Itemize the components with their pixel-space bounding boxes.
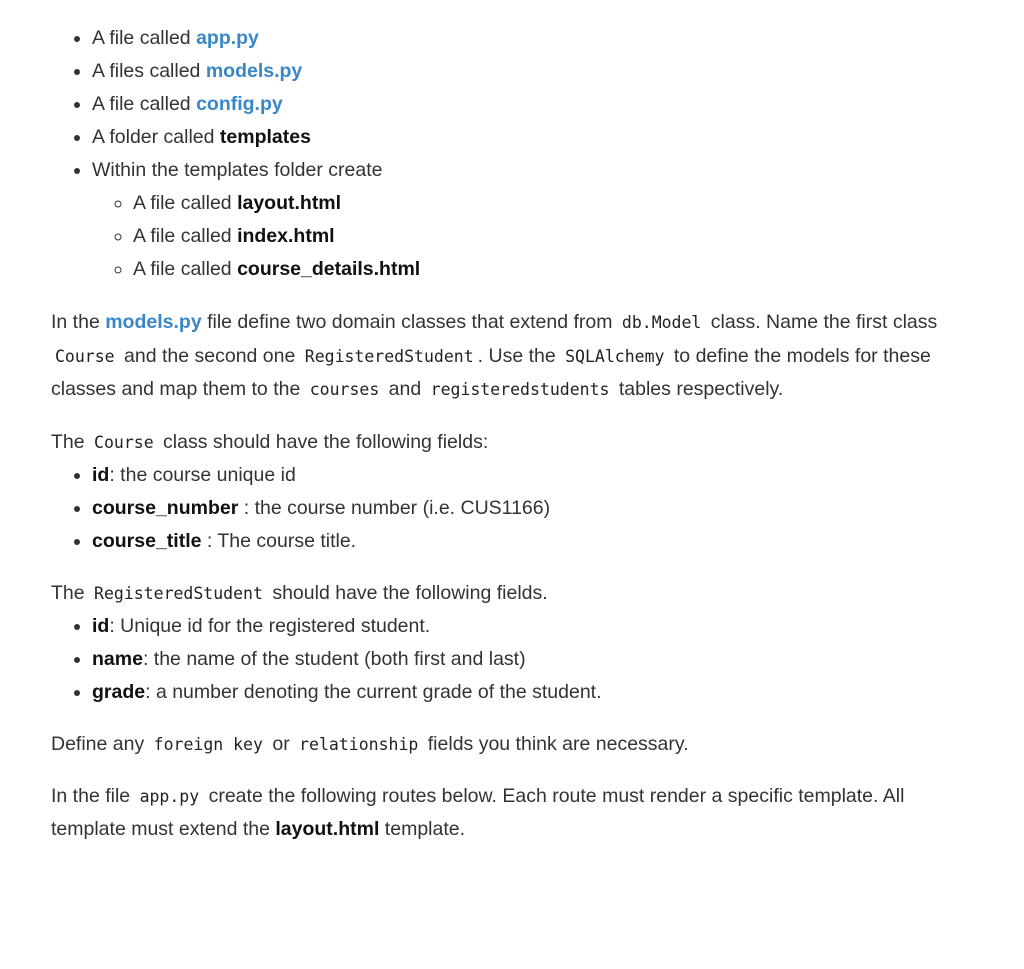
models-py-filename: models.py [205,60,303,82]
list-item: • course_number : the course number (i.e. CUS1166) [92,492,984,525]
field-name: id [92,463,110,486]
inline-code: RegisteredStudent [94,583,263,603]
inline-code: db.Model [621,313,702,332]
models-py-link: models.py [105,311,202,333]
list-item: • course_title : The course title. [92,525,984,558]
course-details-html-filename: course_details.html [237,258,421,280]
config-py-filename: config.py [196,93,283,115]
list-item: • name: the name of the student (both first and last) [92,643,984,676]
list-item: • A file called config.py [92,88,984,121]
student-field-list [51,610,984,709]
template-file-list [92,187,984,286]
field-name: name [92,647,143,670]
templates-folder-name: templates [219,126,311,148]
list-item: ◦ A file called layout.html [133,187,984,220]
inline-code: relationship [299,734,419,754]
inline-code: Course [55,346,115,366]
inline-code: courses [309,380,380,399]
list-item: • A file called app.py [92,22,984,55]
app-py-filename: app.py [196,27,259,49]
list-item: ◦ A file called index.html [133,220,984,253]
inline-code: foreign key [153,734,263,754]
layout-html-filename: layout.html [237,192,342,214]
layout-html-reference: layout.html [275,817,380,840]
course-field-list [51,459,984,558]
list-item: • grade: a number denoting the current grade of the student. [92,676,984,709]
inline-code: Course [94,432,154,452]
inline-code: app.py [139,786,200,806]
field-name: course_title [92,529,202,552]
list-item: • id: Unique id for the registered student. [92,610,984,643]
inline-code: RegisteredStudent [304,346,474,366]
list-item: • id: the course unique id [92,459,984,492]
course-intro-paragraph: The Course class should have the following fields: [51,430,489,453]
field-name: id [92,614,110,637]
inline-code: registeredstudents [430,380,610,399]
list-item: • Within the templates folder create ◦ A file called layout.html ◦ A file called index.html ◦ A file called course_details.html [92,154,984,286]
inline-code: SQLAlchemy [565,346,665,366]
field-name: course_number [92,496,239,519]
routes-paragraph: In the file app.py create the following routes below. Each route must render a specific template. All template must extend the layout.html template. [51,784,905,840]
index-html-filename: index.html [237,225,335,247]
field-name: grade [92,680,146,703]
list-item: • A folder called templates [92,121,984,154]
list-item: ◦ A file called course_details.html [133,253,984,286]
student-intro-paragraph: The RegisteredStudent should have the following fields. [51,581,548,604]
foreign-key-paragraph: Define any foreign key or relationship fields you think are necessary. [51,732,689,755]
list-item: • A files called models.py [92,55,984,88]
models-paragraph: In the models.py file define two domain classes that extend from db.Model class. Name the first class Course and the second one RegisteredStudent . Use the SQLAlchemy to define the models for these classes and map them to the courses and registeredstudents tables respectively. [51,311,938,400]
file-list [51,22,984,286]
